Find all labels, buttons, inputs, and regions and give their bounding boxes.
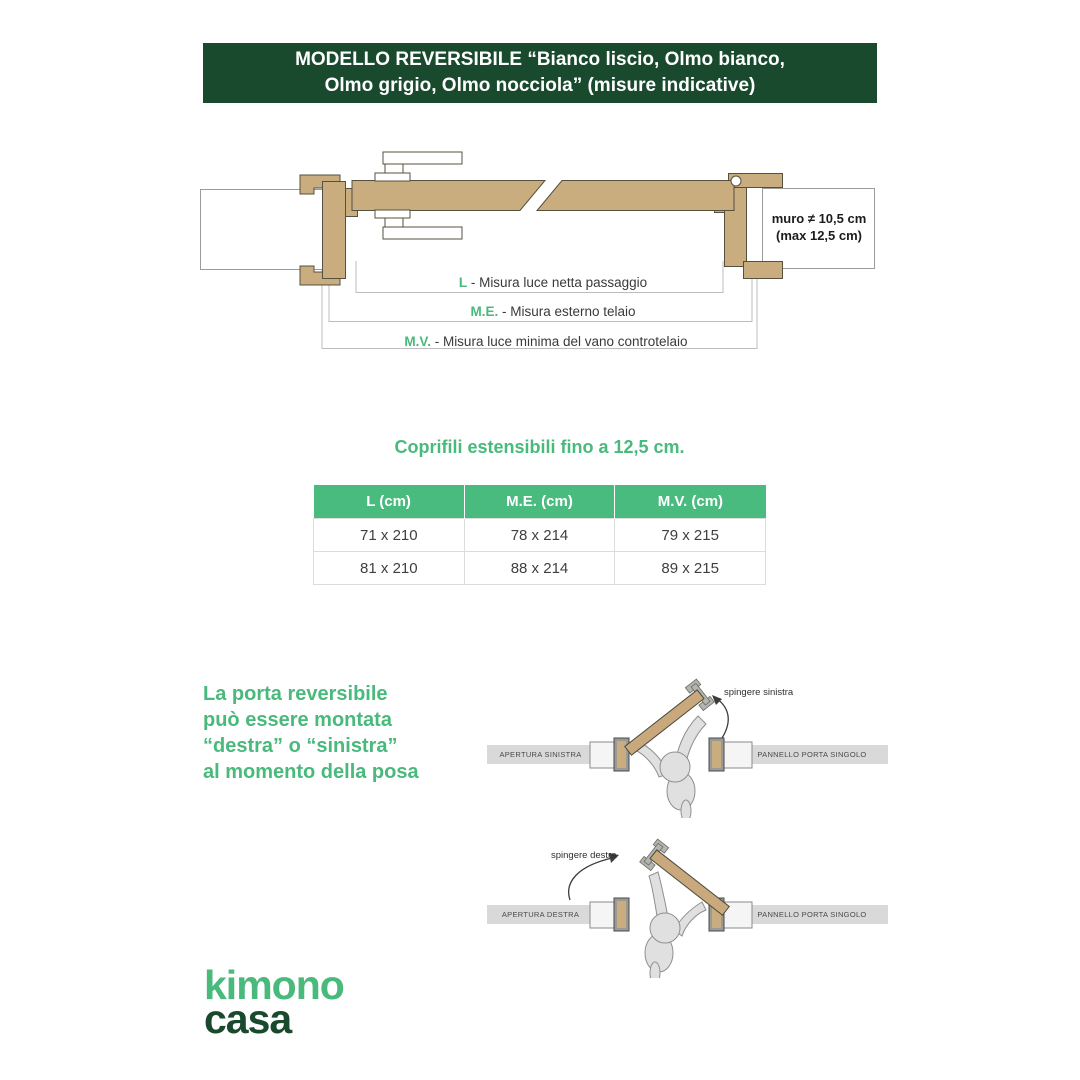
table-header-cell-me: M.E. (cm) (464, 485, 615, 519)
dim-key-me: M.E. (470, 304, 499, 319)
handle-stem-top (385, 164, 403, 173)
dim-text-me: - Misura esterno telaio (498, 304, 636, 319)
dim-label-l (459, 275, 647, 290)
table-row (314, 552, 766, 585)
reversibile-note (203, 681, 419, 785)
door-slab-right (537, 181, 734, 211)
wall-left (201, 190, 323, 270)
wall-segment-right (724, 742, 752, 768)
table-header-row (314, 485, 766, 519)
note-line: al momento della posa (203, 761, 419, 783)
header-title-line1: MODELLO REVERSIBILE “Bianco liscio, Olmo bianco, (295, 49, 785, 70)
note-line: “destra” o “sinistra” (203, 735, 398, 757)
door-slab-left (352, 181, 545, 211)
dim-label-me (470, 304, 635, 319)
wall-thickness-line2: (max 12,5 cm) (776, 228, 862, 243)
coprifili-title: Coprifili estensibili fino a 12,5 cm. (394, 437, 685, 457)
dim-label-mv (404, 334, 687, 349)
wall-label-apertura-sinistra: APERTURA SINISTRA (499, 750, 582, 759)
sizes-table (313, 485, 766, 585)
table-cell: 71 x 210 (314, 519, 465, 552)
push-arrow (716, 698, 728, 738)
push-arrow (569, 858, 612, 900)
table-header-cell-mv: M.V. (cm) (615, 485, 766, 519)
dim-key-l: L (458, 275, 468, 290)
dim-text-l: - Misura luce netta passaggio (467, 275, 648, 290)
header-title-line2: Olmo grigio, Olmo nocciola” (misure indicative) (324, 75, 756, 96)
hinge-icon (731, 176, 741, 186)
wall-label-pannello-singolo-2: PANNELLO PORTA SINGOLO (757, 910, 867, 919)
brand-logo (204, 962, 344, 1042)
handle-stem-bottom (385, 218, 403, 227)
handle-rosette-bottom (375, 210, 410, 218)
jamb-left-core (617, 741, 626, 768)
wall-label-pannello-singolo-1: PANNELLO PORTA SINGOLO (757, 750, 867, 759)
dim-text-mv: - Misura luce minima del vano controtelaio (430, 334, 688, 349)
wall-label-apertura-destra: APERTURA DESTRA (501, 910, 580, 919)
table-header-cell-l: L (cm) (314, 485, 465, 519)
logo-word-casa: casa (204, 996, 292, 1042)
table-row (314, 519, 766, 552)
handle-rosette-top (375, 173, 410, 181)
dim-key-mv: M.V. (404, 334, 431, 349)
table-cell: 78 x 214 (464, 519, 615, 552)
right-frame-bottom-architrave (744, 262, 783, 279)
door-cross-section-diagram (200, 135, 880, 365)
jamb-left-core (617, 901, 626, 928)
push-arrow-head-icon (712, 695, 722, 705)
table-cell: 89 x 215 (615, 552, 766, 585)
push-label-sinistra: spingere sinistra (724, 687, 794, 698)
note-line: La porta reversibile (203, 683, 388, 705)
table-cell: 88 x 214 (464, 552, 615, 585)
logo-word-kimono: kimono (204, 962, 344, 1008)
table-cell: 81 x 210 (314, 552, 465, 585)
jamb-right-core (712, 741, 721, 768)
table-cell: 79 x 215 (615, 519, 766, 552)
handle-lever-bottom (383, 227, 462, 239)
wall-thickness-line1: muro ≠ 10,5 cm (771, 211, 867, 226)
wall-thickness-label (764, 210, 874, 244)
left-jamb (323, 182, 346, 279)
wall-segment-left (590, 742, 615, 768)
header-banner (203, 43, 877, 103)
note-line: può essere montata (203, 709, 392, 731)
wall-segment-left (590, 902, 615, 928)
handle-lever-top (383, 152, 462, 164)
push-label-destra: spingere destra (551, 850, 617, 861)
